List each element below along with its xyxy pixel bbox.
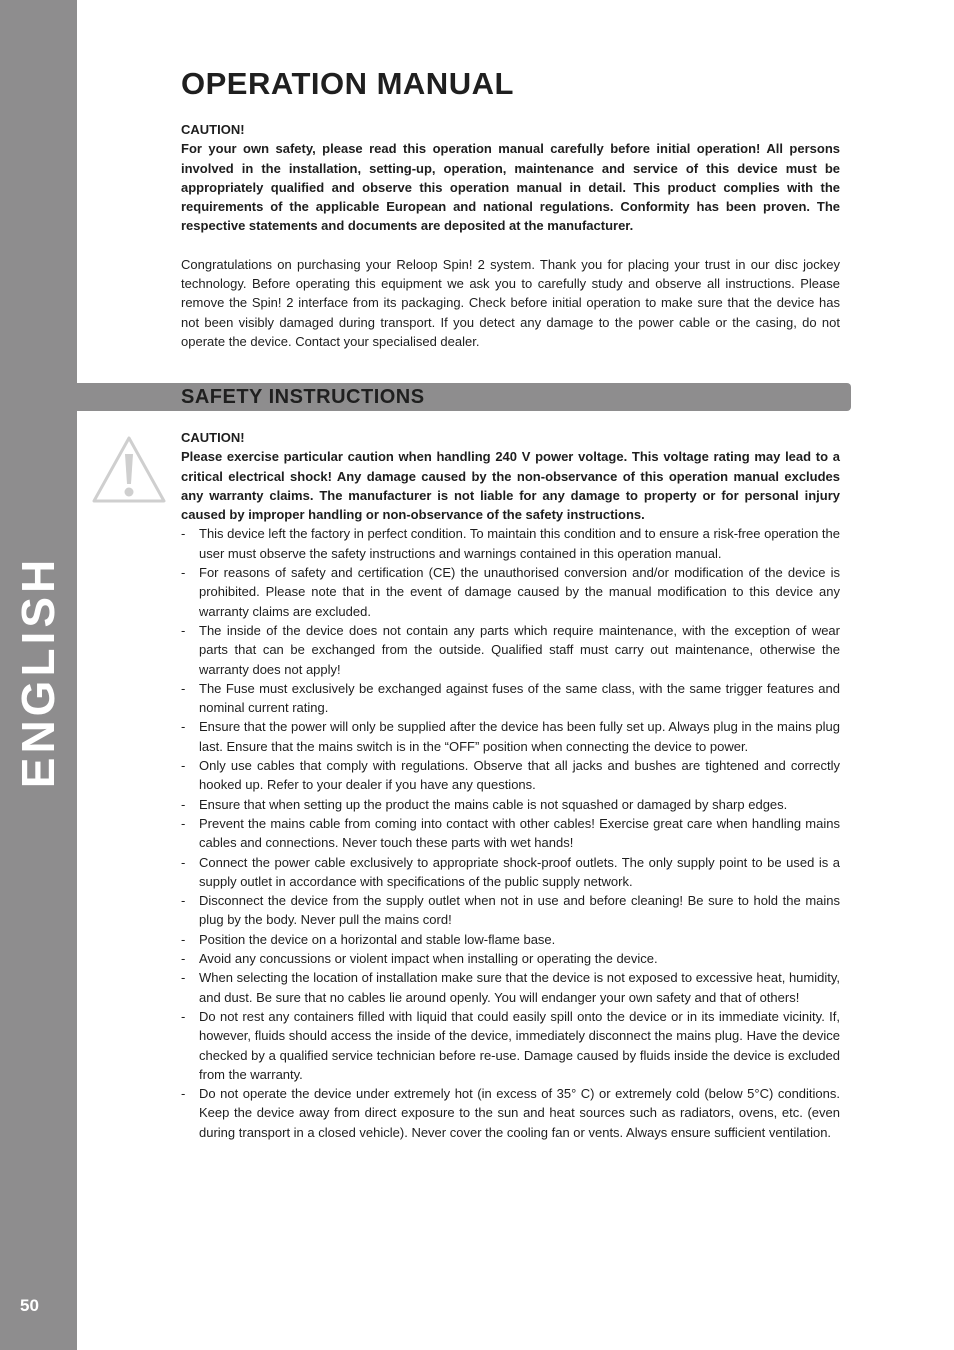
safety-section (181, 428, 840, 1142)
list-item: - When selecting the location of installation make sure that the device is not exposed to excessive heat, humidity, and dust. Be sure that no cables lie around openly. You will endanger your own safety and that of others! (181, 968, 840, 1007)
language-label: ENGLISH (12, 555, 64, 789)
language-sidebar (0, 0, 77, 1350)
list-item: - This device left the factory in perfect condition. To maintain this condition and to ensure a risk-free operation the user must observe the safety instructions and warnings contained in this operation manual. (181, 524, 840, 563)
intro-caution-text: For your own safety, please read this operation manual carefully before initial operation! All persons involved in the installation, setting-up, operation, maintenance and service of this device must be appropriately qualified and observe this operation manual in detail. This product complies with the requirements of the applicable European and national regulations. Conformity has been proven. The respective statements and documents are deposited at the manufacturer. (181, 141, 840, 234)
safety-caution-label: CAUTION! (181, 430, 245, 445)
list-item: - Ensure that the power will only be supplied after the device has been fully set up. Always plug in the mains plug last. Ensure that the mains switch is in the “OFF” position when connecting the device to power. (181, 717, 840, 756)
section-header-bar (77, 383, 851, 411)
list-item: - Position the device on a horizontal and stable low-flame base. (181, 930, 840, 949)
list-item: - Do not rest any containers filled with liquid that could easily spill onto the device or in its immediate vicinity. If, however, fluids should access the inside of the device, immediately disconnect the mains plug. Have the device checked by a qualified service technician before re-use. Damage caused by fluids inside the device is excluded from the warranty. (181, 1007, 840, 1084)
safety-caution-text: Please exercise particular caution when handling 240 V power voltage. This voltage rating may lead to a critical electrical shock! Any damage caused by the non-observance of this operation manual excludes any warranty claims. The manufacturer is not liable for any damage to property or for personal injury caused by improper handling or non-observance of the safety instructions. (181, 449, 840, 523)
list-item: - Disconnect the device from the supply outlet when not in use and before cleaning! Be sure to hold the mains plug by the body. Never pull the mains cord! (181, 891, 840, 930)
list-item: - Ensure that when setting up the product the mains cable is not squashed or damaged by sharp edges. (181, 795, 840, 814)
page-title: OPERATION MANUAL (181, 66, 514, 101)
list-item: - The inside of the device does not contain any parts which require maintenance, with the exception of wear parts that can be exchanged from the outside. Qualified staff must carry out maintenance, otherwise the warranty does not apply! (181, 621, 840, 679)
list-item: - Only use cables that comply with regulations. Observe that all jacks and bushes are tightened and correctly hooked up. Refer to your dealer if you have any questions. (181, 756, 840, 795)
page-number: 50 (20, 1296, 39, 1315)
list-item: - Do not operate the device under extremely hot (in excess of 35° C) or extremely cold (below 5°C) conditions. Keep the device away from direct exposure to the sun and heat sources such as radiators, ovens, etc. (even during transport in a closed vehicle). Never cover the cooling fan or vents. Always ensure sufficient ventilation. (181, 1084, 840, 1142)
list-item: - For reasons of safety and certification (CE) the unauthorised conversion and/or modification of the device is prohibited. Please note that in the event of damage caused by the manual modification to this device any warranty claims are excluded. (181, 563, 840, 621)
section-heading: SAFETY INSTRUCTIONS (181, 386, 425, 408)
intro-paragraph: Congratulations on purchasing your Reloop Spin! 2 system. Thank you for placing your trust in our disc jockey technology. Before operating this equipment we ask you to carefully study and observe all instructions. Please remove the Spin! 2 interface from its packaging. Check before initial operation to make sure that the device has not been visibly damaged during transport. If you detect any damage to the power cable or the casing, do not operate the device. Contact your specialised dealer. (181, 256, 840, 349)
safety-list (181, 524, 840, 1142)
warning-triangle-icon (90, 434, 168, 506)
list-item: - Connect the power cable exclusively to appropriate shock-proof outlets. The only supply point to be used is a supply outlet in accordance with specifications of the public supply network. (181, 853, 840, 892)
intro-caution-label: CAUTION! (181, 122, 245, 137)
list-item: - The Fuse must exclusively be exchanged against fuses of the same class, with the same trigger features and nominal current rating. (181, 679, 840, 718)
list-item: - Prevent the mains cable from coming into contact with other cables! Exercise great care when handling mains cables and connections. Never touch these parts with wet hands! (181, 814, 840, 853)
list-item: - Avoid any concussions or violent impact when installing or operating the device. (181, 949, 840, 968)
intro-section (181, 120, 840, 351)
